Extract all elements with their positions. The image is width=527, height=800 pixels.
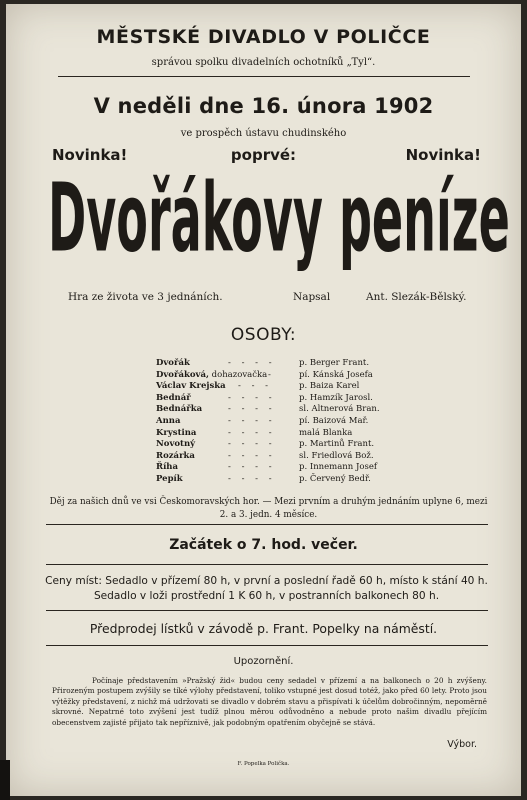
printer-imprint: F. Popelka Polička. bbox=[237, 761, 290, 767]
role-description: dohazovačka bbox=[208, 369, 268, 380]
cast-list bbox=[156, 358, 436, 486]
notice-text: Počínaje představením »Pražský žid« budou ceny sedadel v přízemí a na balkonech o 20 h zvýšeny. Přirozeným postupem zvýšily se tíké výlohy představení, toliko vstupné jest dosud totéž, jako před 60 lety. Proto jsou výtěžky představení, z nichž má udržovati se divadlo v dobrém stavu a přispívati k účelům dobročinným, nepoměrně skrovné. Nepatrné toto zvýšení jest tudíž plnou měrou odůvodněno a nebude proto našim divadlu přejícím obecenstvem zajisté přijato tak nepříznivě, jak podobným opatřením obyčejně se stává. bbox=[52, 676, 487, 727]
setting-note: Děj za našich dnů ve vsi Českomoravských hor. — Mezi prvním a druhým jednáním uplyne 6, mezi 2. a 3. jedn. 4 měsíce. bbox=[49, 497, 488, 520]
role-name: Dvořáková, bbox=[156, 369, 209, 380]
cast-row bbox=[156, 462, 436, 474]
benefit-line: ve prospěch ústavu chudinského bbox=[180, 128, 347, 139]
cast-row bbox=[156, 451, 436, 463]
role: Novotný bbox=[156, 439, 196, 450]
cast-row bbox=[156, 404, 436, 416]
leader-dots: - - - - bbox=[228, 450, 276, 461]
presale-note: Předprodej lístků v závodě p. Frant. Popelky na náměstí. bbox=[89, 621, 438, 636]
start-time: Začátek o 7. hod. večer. bbox=[169, 537, 358, 553]
signature: Výbor. bbox=[447, 739, 477, 750]
premiere-label: poprvé: bbox=[230, 146, 297, 164]
role: Anna bbox=[156, 415, 181, 426]
leader-dots: - bbox=[268, 369, 275, 380]
role: Krystina bbox=[156, 427, 197, 438]
leader-dots: - - - - bbox=[228, 358, 276, 368]
divider bbox=[46, 610, 488, 611]
role: Říha bbox=[156, 462, 178, 473]
divider bbox=[46, 645, 488, 646]
actor: p. Baiza Karel bbox=[299, 381, 360, 392]
divider bbox=[58, 76, 470, 77]
cast-row bbox=[156, 358, 436, 370]
actor: sl. Altnerová Bran. bbox=[299, 404, 380, 415]
actor: p. Hamzík Jarosl. bbox=[299, 392, 373, 403]
actor: pí. Baizová Mař. bbox=[299, 415, 369, 426]
society-line: správou spolku divadelních ochotníků „Tyl“. bbox=[151, 57, 376, 68]
cast-row bbox=[156, 370, 436, 382]
actor: p. Innemann Josef bbox=[299, 462, 378, 473]
cast-row bbox=[156, 439, 436, 451]
leader-dots: - - - - bbox=[228, 404, 276, 415]
role: Bednářka bbox=[156, 404, 203, 415]
cast-row bbox=[156, 381, 436, 393]
novinka-right: Novinka! bbox=[405, 146, 481, 164]
leader-dots: - - - - bbox=[228, 439, 276, 450]
role: Pepík bbox=[156, 473, 183, 484]
actor: sl. Friedlová Bož. bbox=[299, 450, 374, 461]
role bbox=[156, 370, 267, 382]
leader-dots: - - - - bbox=[228, 462, 276, 473]
notice-heading: Upozornění. bbox=[233, 656, 294, 667]
actor: pí. Kánská Josefa bbox=[299, 369, 373, 380]
leader-dots: - - - - bbox=[228, 392, 276, 403]
author: Ant. Slezák-Bělský. bbox=[366, 291, 467, 303]
actor: p. Martinů Frant. bbox=[299, 439, 375, 450]
role: Václav Krejska bbox=[156, 381, 226, 392]
role: Bednář bbox=[156, 392, 191, 403]
divider bbox=[46, 524, 488, 525]
actor: p. Červený Bedř. bbox=[299, 473, 371, 484]
theatre-name: MĚSTSKÉ DIVADLO V POLIČCE bbox=[96, 26, 431, 48]
cast-row bbox=[156, 416, 436, 428]
actor: malá Blanka bbox=[299, 427, 353, 438]
ticket-prices: Ceny míst: Sedadlo v přízemí 80 h, v první a poslední řadě 60 h, místo k stání 40 h. Sedadlo v loži prostřední 1 K 60 h, v postranních balkonech 80 h. bbox=[45, 575, 488, 602]
persons-heading: OSOBY: bbox=[230, 325, 297, 345]
role: Rozárka bbox=[156, 450, 195, 461]
leader-dots: - - - - bbox=[228, 427, 276, 438]
role: Dvořák bbox=[156, 358, 190, 368]
leader-dots: - - - - bbox=[228, 415, 276, 426]
cast-row bbox=[156, 393, 436, 405]
written-by: Napsal bbox=[293, 291, 331, 303]
cast-row bbox=[156, 474, 436, 486]
theatre-poster bbox=[6, 4, 521, 796]
play-genre: Hra ze života ve 3 jednáních. bbox=[68, 291, 223, 303]
actor: p. Berger Frant. bbox=[299, 358, 370, 368]
play-title-box bbox=[48, 164, 510, 282]
leader-dots: - - - bbox=[238, 381, 273, 392]
divider bbox=[46, 564, 488, 565]
leader-dots: - - - - bbox=[228, 473, 276, 484]
play-title: Dvořákovy peníze bbox=[48, 164, 510, 275]
novinka-left: Novinka! bbox=[52, 146, 128, 164]
performance-date: V neděli dne 16. února 1902 bbox=[93, 94, 434, 118]
cast-row bbox=[156, 428, 436, 440]
photo-edge bbox=[0, 760, 10, 800]
